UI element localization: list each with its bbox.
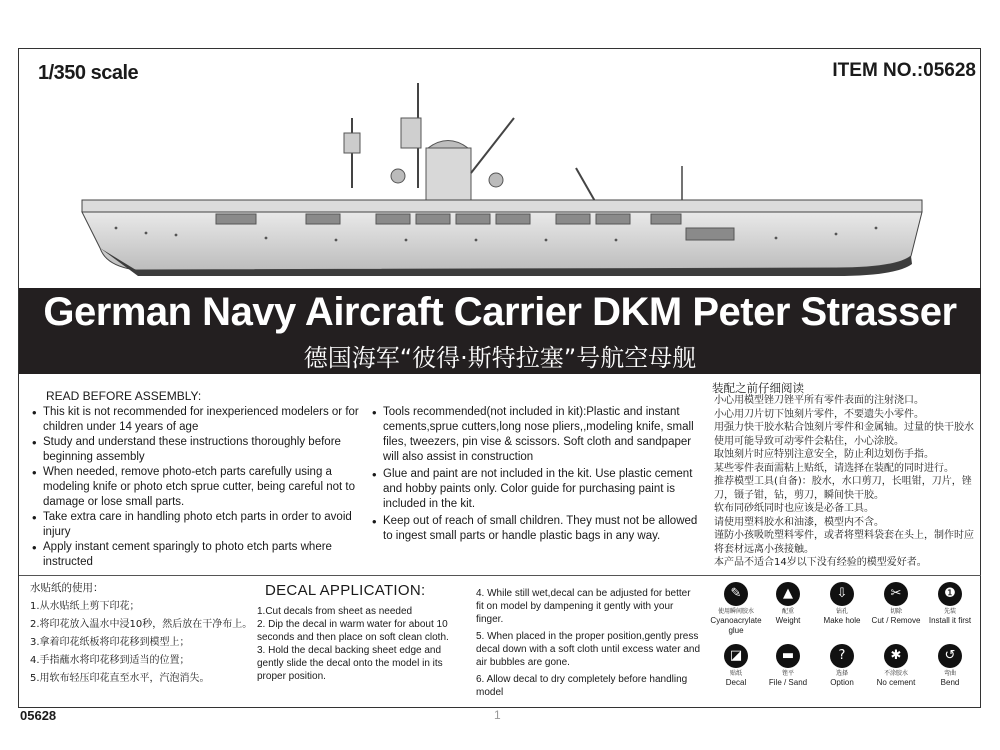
decal-cn-step: 4.手指蘸水将印花移到适当的位置； xyxy=(30,655,190,666)
instructions-column-1 xyxy=(30,405,366,570)
decal-cn-step: 5.用软布轻压印花直至水平，汽泡消失。 xyxy=(30,673,210,684)
scale-label: 1/350 scale xyxy=(38,62,139,84)
legend-make-hole: ⇩ 钻孔 Make hole xyxy=(814,582,870,626)
decal-step: 6. Allow decal to dry completely before handling model xyxy=(476,674,688,698)
file-sand-icon: ▬ xyxy=(776,644,800,668)
decal-application-heading: DECAL APPLICATION: xyxy=(265,582,426,599)
cn-instruction-item: 软布同砂纸同时也应该是必备工具。 xyxy=(714,503,874,514)
decal-step: 2. Dip the decal in warm water for about 10 seconds and then place on soft clean cloth. xyxy=(257,619,449,643)
decal-step: 5. When placed in the proper position,gently press decal down with a soft cloth until excess water and air bubbles are gone. xyxy=(476,631,701,668)
cn-instruction-item: 取蚀刻片时应特别注意安全，防止利边划伤手指。 xyxy=(714,449,934,460)
weight-icon: ▲ xyxy=(776,582,800,606)
cn-instruction-item: 谨防小孩吸吮塑料零件，或者将塑料袋套在头上，制作时应将套材远离小孩接触。 xyxy=(714,530,974,555)
cn-instruction-item: 用强力快干胶水粘合蚀刻片零件和金属轴。过量的快干胶水使用可能导致可动零件会粘住，小心涂胶。 xyxy=(714,422,974,447)
cn-instruction-item: 小心用刀片切下蚀刻片零件，不要遗失小零件。 xyxy=(714,408,924,420)
install-first-icon: ❶ xyxy=(938,582,962,606)
instruction-item: • Glue and paint are not included in the kit. Use plastic cement and hobby paints only. Color guide for purchasing paint is included in the kit. xyxy=(370,467,700,512)
cn-read-before-heading: 装配之前仔细阅读 xyxy=(712,381,804,395)
instruction-item: • Take extra care in handling photo etch parts in order to avoid injury xyxy=(30,510,366,540)
option-icon: ? xyxy=(830,644,854,668)
decal-cn-heading: 水贴纸的使用： xyxy=(30,582,104,594)
instruction-item: • Apply instant cement sparingly to photo etch parts where instructed xyxy=(30,540,366,570)
decal-step: 3. Hold the decal backing sheet edge and gently slide the decal onto the model in its proper position. xyxy=(257,645,443,682)
instruction-item: • Keep out of reach of small children. They must not be allowed to ingest small parts or handle plastic bags in any way. xyxy=(370,514,700,544)
legend-cyanoacrylate-glue: ✎ 使用瞬间胶水 Cyanoacrylate glue xyxy=(708,582,764,636)
item-number: ITEM NO.:05628 xyxy=(832,60,976,81)
legend-cut-remove: ✂ 切除 Cut / Remove xyxy=(868,582,924,626)
decal-cn-step: 2.将印花放入温水中浸10秒，然后放在干净布上。 xyxy=(30,619,253,630)
decal-step: 1.Cut decals from sheet as needed xyxy=(257,606,413,617)
decal-steps-right xyxy=(476,587,701,699)
section-divider xyxy=(19,575,981,576)
cn-instruction-item: 本产品不适合14岁以下没有经验的模型爱好者。 xyxy=(714,557,927,568)
decal-step: 4. While still wet,decal can be adjusted for better fit on model by dampening it gently with your finger. xyxy=(476,588,691,625)
title-chinese: 德国海军“彼得·斯特拉塞”号航空母舰 xyxy=(303,344,697,372)
decal-icon: ◪ xyxy=(724,644,748,668)
page-number: 1 xyxy=(494,708,501,722)
decal-cn-step: 3.拿着印花纸板将印花移到模型上； xyxy=(30,637,190,648)
cn-instruction-item: 某些零件表面需粘上贴纸，请选择在装配的同时进行。 xyxy=(714,462,954,474)
decal-cn-steps xyxy=(30,598,260,688)
cyanoacrylate-glue-icon: ✎ xyxy=(724,582,748,606)
aircraft-carrier-illustration xyxy=(76,78,936,283)
decal-cn-step: 1.从水贴纸上剪下印花； xyxy=(30,601,140,612)
cut-remove-icon: ✂ xyxy=(884,582,908,606)
legend-file-sand: ▬ 锉平 File / Sand xyxy=(760,644,816,688)
legend-bend: ↺ 弯曲 Bend xyxy=(922,644,978,688)
legend-option: ? 选择 Option xyxy=(814,644,870,688)
bend-icon: ↺ xyxy=(938,644,962,668)
footer-item-code: 05628 xyxy=(20,708,57,723)
cn-instruction-item: 推荐模型工具(自备)：胶水，水口剪刀，长咀钳，刀片，锉刀，镊子钳，钻，剪刀，瞬间快干胶。 xyxy=(714,476,972,501)
make-hole-icon: ⇩ xyxy=(830,582,854,606)
symbol-legend xyxy=(708,582,978,702)
no-cement-icon: ✱ xyxy=(884,644,908,668)
legend-install-first: ❶ 先装 Install it first xyxy=(922,582,978,626)
instruction-item: • This kit is not recommended for inexperienced modelers or for children under 14 years of age xyxy=(30,405,366,435)
instruction-item: • Study and understand these instructions thoroughly before beginning assembly xyxy=(30,435,366,465)
cn-instruction-item: 请使用塑料胶水和油漆，模型内不含。 xyxy=(714,516,884,528)
legend-no-cement: ✱ 不涂胶水 No cement xyxy=(868,644,924,688)
title-english: German Navy Aircraft Carrier DKM Peter Strasser xyxy=(43,290,957,334)
instruction-item: • Tools recommended(not included in kit):Plastic and instant cements,sprue cutters,long nose pliers,,modeling knife, small files, tweezers, pin vise & scissors. Soft cloth and sandpaper will also assist in construction xyxy=(370,405,700,465)
cn-instruction-item: 小心用模型锉刀锉平所有零件表面的注射浇口。 xyxy=(714,395,924,406)
title-banner xyxy=(19,288,981,374)
legend-decal: ◪ 贴纸 Decal xyxy=(708,644,764,688)
instruction-item: • When needed, remove photo-etch parts carefully using a modeling knife or photo etch sprue cutter, being careful not to damage or lose small parts. xyxy=(30,465,366,510)
instructions-column-cn xyxy=(704,394,974,570)
read-before-heading: READ BEFORE ASSEMBLY: xyxy=(46,389,202,403)
instructions-column-2 xyxy=(370,405,700,544)
legend-weight: ▲ 配重 Weight xyxy=(760,582,816,626)
decal-steps-left xyxy=(257,605,469,683)
